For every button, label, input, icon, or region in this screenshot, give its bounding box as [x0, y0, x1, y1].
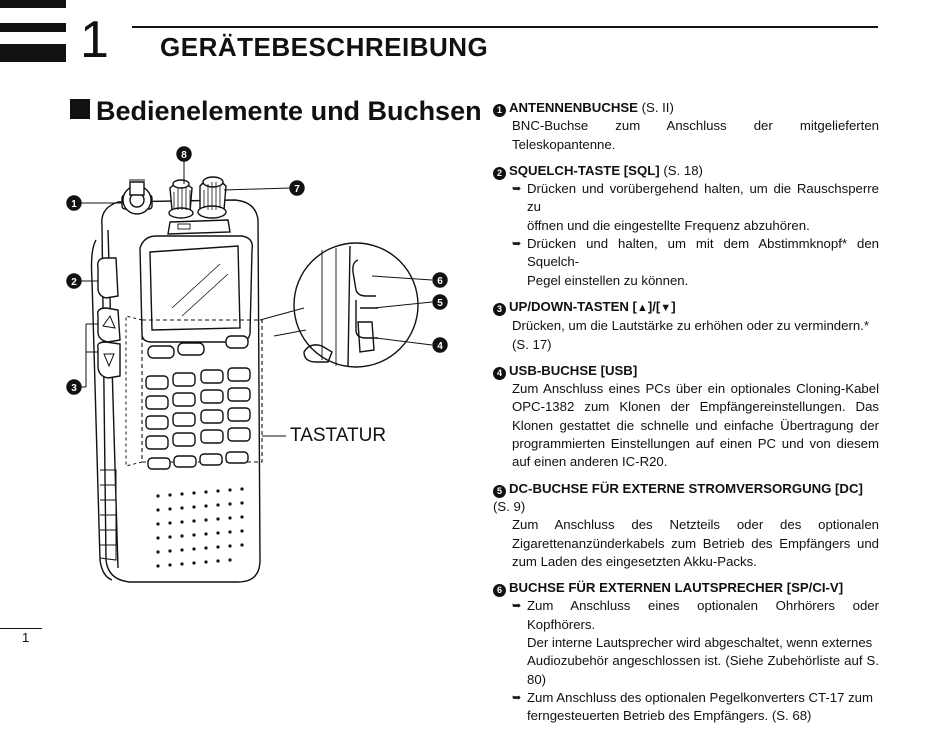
page-number-rule	[0, 628, 42, 629]
list-item	[493, 162, 879, 290]
callout-3-label: 3	[71, 383, 77, 394]
item-heading	[493, 480, 879, 517]
item-title-prefix: UP/DOWN-TASTEN [	[509, 298, 637, 314]
keypad-label: TASTATUR	[290, 425, 387, 446]
bullet-line: Pegel einstellen zu können.	[527, 272, 689, 288]
chapter-number: 1	[80, 11, 109, 69]
callout-7-label: 7	[294, 184, 300, 195]
bullet-line: ferngesteuerten Betrieb des Empfängers. (S. 68)	[527, 708, 812, 724]
body-line: (S. 17)	[512, 336, 552, 352]
callout-marker	[67, 380, 81, 394]
item-title: USB-BUCHSE [USB]	[509, 362, 638, 378]
bullet-item	[493, 235, 879, 290]
page-number: 1	[22, 630, 30, 645]
bullet-line: Drücken und vorübergehend halten, um die Rauschsperre zu	[527, 181, 879, 215]
section-title-text: Bedienelemente und Buchsen	[96, 96, 482, 126]
callout-marker	[433, 273, 447, 287]
body-line: Drücken, um die Lautstärke zu erhöhen oder zu vermindern.*	[512, 318, 869, 334]
item-title-suffix: ]	[671, 298, 676, 314]
down-triangle-icon: ▼	[660, 301, 672, 314]
arrow-bullet-icon: ➥	[512, 183, 522, 196]
page-reference: (S. 9)	[493, 498, 526, 514]
item-title: SQUELCH-TASTE [SQL]	[509, 162, 660, 178]
bullet-line: Zum Anschluss des optionalen Pegelkonverters CT-17 zum	[527, 689, 873, 705]
bullet-item	[493, 597, 879, 688]
bullet-item	[493, 689, 879, 726]
chapter-tab-bar	[0, 23, 66, 32]
item-title: DC-BUCHSE FÜR EXTERNE STROMVERSORGUNG [DC]	[509, 480, 863, 496]
item-body: Zum Anschluss des Netzteils oder des optionalen Zigarettenanzünderkabels zum Betrieb des Empfängers und zum Laden des eingesetzten Akku-Packs.	[512, 517, 879, 569]
item-heading	[493, 162, 879, 180]
item-number-badge: 2	[493, 167, 506, 180]
callout-5-label: 5	[437, 298, 443, 309]
callout-1-label: 1	[71, 199, 77, 210]
item-heading	[493, 362, 879, 380]
bullet-line: Zum Anschluss eines optionalen Ohrhörers oder Kopfhörers.	[527, 598, 879, 632]
item-body	[493, 317, 879, 354]
item-number-badge: 4	[493, 367, 506, 380]
chapter-rule	[132, 26, 878, 28]
callout-marker	[67, 274, 81, 288]
callout-6-label: 6	[437, 276, 443, 287]
item-number-badge: 1	[493, 104, 506, 117]
callout-marker	[290, 181, 304, 195]
item-heading	[493, 298, 879, 317]
chapter-tab-bar	[0, 44, 66, 62]
arrow-bullet-icon: ➥	[512, 238, 522, 251]
callout-marker	[177, 147, 191, 161]
callout-2-label: 2	[71, 277, 77, 288]
description-list	[493, 99, 879, 734]
page-reference: (S. 18)	[663, 162, 703, 178]
item-title: ANTENNENBUCHSE	[509, 100, 638, 115]
item-body: Zum Anschluss eines PCs über ein optionales Cloning-Kabel OPC-1382 zum Klonen der Empfängereinstellungen. Das Klonen gestattet die schnelle und einfache Übertragung der programmierten Einstellungen auf einen PC und von diesem auf einen anderen IC-R20.	[512, 381, 879, 470]
arrow-bullet-icon: ➥	[512, 600, 522, 613]
bullet-item	[493, 180, 879, 235]
bullet-line: Der interne Lautsprecher wird abgeschaltet, wenn externes	[527, 635, 873, 651]
square-bullet-icon	[70, 99, 90, 119]
section-title	[70, 96, 482, 127]
item-title: BUCHSE FÜR EXTERNEN LAUTSPRECHER [SP/CI-V]	[509, 580, 844, 596]
arrow-bullet-icon: ➥	[512, 691, 522, 704]
list-item	[493, 99, 879, 154]
bullet-line: öffnen und die eingestellte Frequenz abzuhören.	[527, 217, 810, 233]
callout-4-label: 4	[437, 341, 443, 352]
list-item	[493, 298, 879, 354]
callout-marker	[433, 295, 447, 309]
bullet-line: Drücken und halten, um mit dem Abstimmknopf* den Squelch-	[527, 236, 879, 270]
item-heading	[493, 99, 879, 117]
list-item	[493, 579, 879, 725]
callout-marker	[433, 338, 447, 352]
chapter-tab-bar	[0, 0, 66, 8]
item-number-badge: 3	[493, 303, 506, 316]
page-reference: (S. II)	[641, 100, 674, 115]
chapter-title: GERÄTEBESCHREIBUNG	[160, 32, 489, 62]
item-number-badge: 6	[493, 584, 506, 597]
callout-marker	[67, 196, 81, 210]
callout-8-label: 8	[181, 150, 187, 161]
radio-illustration	[60, 140, 460, 590]
item-heading	[493, 579, 879, 597]
up-triangle-icon: ▲	[636, 301, 648, 314]
item-number-badge: 5	[493, 485, 506, 498]
list-item	[493, 480, 879, 571]
bullet-line: Audiozubehör angeschlossen ist. (Siehe Zubehörliste auf S. 80)	[527, 653, 879, 687]
list-item	[493, 362, 879, 472]
item-body: BNC-Buchse zum Anschluss der mitgelieferten Teleskopantenne.	[512, 118, 879, 152]
item-title-separator: ]/[	[647, 298, 661, 314]
